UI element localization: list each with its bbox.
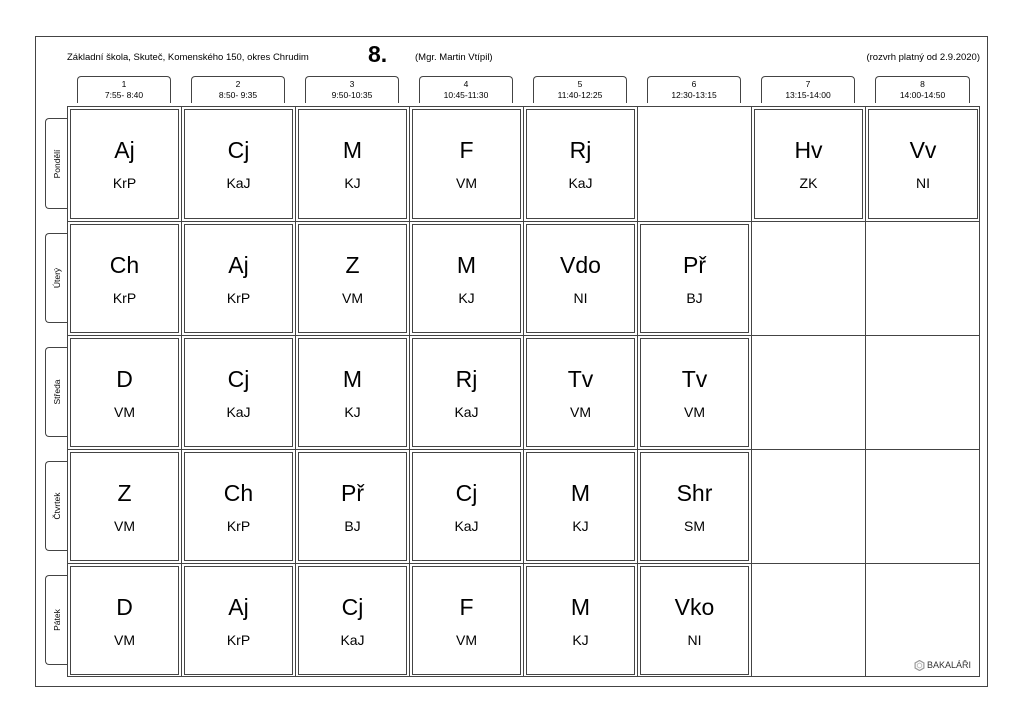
lesson-teacher: VM (114, 404, 135, 420)
lesson-teacher: VM (342, 290, 363, 306)
lesson-cell (70, 109, 179, 219)
lesson-subject: Rj (455, 366, 478, 392)
lesson-cell (640, 224, 749, 333)
lesson-cell (298, 566, 407, 675)
lesson-cell (640, 452, 749, 561)
grid-column-divider (181, 106, 182, 677)
lesson-subject: Aj (114, 137, 135, 163)
lesson-teacher: KrP (112, 175, 137, 191)
lesson-teacher: KJ (344, 404, 361, 420)
lesson-subject: Ch (223, 480, 254, 506)
grid-column-divider (637, 106, 638, 677)
day-tab (45, 575, 68, 665)
lesson-teacher: KJ (458, 290, 475, 306)
lesson-subject: Př (341, 480, 364, 506)
period-time: 14:00-14:50 (899, 90, 946, 100)
period-tab-5 (533, 76, 627, 103)
grid-column-divider (295, 106, 296, 677)
period-tab-2 (191, 76, 285, 103)
lesson-teacher: KaJ (226, 175, 251, 191)
grid-column-divider (523, 106, 524, 677)
day-tab (45, 118, 68, 209)
grid-row-divider (67, 221, 980, 222)
lesson-cell (412, 452, 521, 561)
lesson-cell (412, 109, 521, 219)
lesson-teacher: KaJ (226, 404, 251, 420)
lesson-teacher: VM (570, 404, 591, 420)
lesson-teacher: KJ (344, 175, 361, 191)
period-number: 4 (463, 79, 469, 89)
lesson-cell (70, 452, 179, 561)
lesson-cell (70, 224, 179, 333)
period-tab-8 (875, 76, 970, 103)
period-tab-7 (761, 76, 855, 103)
lesson-teacher: KaJ (340, 632, 365, 648)
lesson-subject: Ch (109, 252, 140, 278)
lesson-cell (184, 338, 293, 447)
grid-row-divider (67, 449, 980, 450)
lesson-cell (412, 338, 521, 447)
period-time: 9:50-10:35 (331, 90, 373, 100)
period-number: 5 (577, 79, 583, 89)
lesson-cell (526, 566, 635, 675)
grid-column-divider (409, 106, 410, 677)
lesson-teacher: KrP (226, 518, 251, 534)
lesson-cell (298, 338, 407, 447)
lesson-subject: M (456, 252, 477, 278)
day-tab (45, 347, 68, 437)
day-label: Čtvrtek (52, 492, 62, 520)
period-tab-3 (305, 76, 399, 103)
lesson-cell (70, 338, 179, 447)
lesson-teacher: BJ (686, 290, 703, 306)
lesson-subject: Hv (794, 137, 823, 163)
period-time: 8:50- 9:35 (218, 90, 258, 100)
lesson-teacher: ZK (799, 175, 818, 191)
lesson-subject: Tv (681, 366, 708, 392)
lesson-teacher: SM (684, 518, 705, 534)
lesson-subject: Aj (228, 252, 249, 278)
lesson-teacher: KrP (226, 290, 251, 306)
lesson-subject: Cj (341, 594, 364, 620)
period-number: 7 (805, 79, 811, 89)
lesson-subject: Rj (569, 137, 592, 163)
grid-column-divider (865, 106, 866, 677)
lesson-cell (754, 109, 863, 219)
lesson-cell (868, 109, 978, 219)
lesson-cell (298, 224, 407, 333)
lesson-subject: M (570, 480, 591, 506)
lesson-subject: Z (117, 480, 132, 506)
lesson-teacher: NI (916, 175, 930, 191)
lesson-subject: M (570, 594, 591, 620)
grid-column-divider (751, 106, 752, 677)
lesson-subject: Cj (227, 137, 250, 163)
lesson-teacher: VM (456, 175, 477, 191)
lesson-teacher: VM (114, 518, 135, 534)
lesson-teacher: VM (684, 404, 705, 420)
lesson-cell (298, 452, 407, 561)
bakalari-logo (914, 660, 971, 671)
lesson-subject: M (342, 137, 363, 163)
grid-row-divider (67, 335, 980, 336)
lesson-subject: Shr (676, 480, 713, 506)
lesson-teacher: NI (687, 632, 702, 648)
period-tab-1 (77, 76, 171, 103)
lesson-subject: Př (683, 252, 706, 278)
lesson-teacher: KaJ (454, 404, 479, 420)
period-number: 8 (920, 79, 925, 89)
lesson-subject: F (459, 594, 474, 620)
lesson-teacher: KaJ (454, 518, 479, 534)
lesson-teacher: VM (456, 632, 477, 648)
lesson-cell (184, 566, 293, 675)
period-time: 11:40-12:25 (557, 90, 603, 100)
lesson-teacher: KrP (226, 632, 251, 648)
lesson-subject: Tv (567, 366, 594, 392)
period-time: 13:15-14:00 (785, 90, 831, 100)
valid-from: (rozvrh platný od 2.9.2020) (866, 52, 980, 63)
lesson-subject: Vko (674, 594, 715, 620)
lesson-cell (70, 566, 179, 675)
lesson-teacher: KrP (112, 290, 137, 306)
lesson-teacher: KJ (572, 632, 589, 648)
lesson-cell (412, 566, 521, 675)
lesson-teacher: KaJ (568, 175, 593, 191)
lesson-subject: Vv (909, 137, 937, 163)
grid-row-divider (67, 563, 980, 564)
day-label: Pátek (52, 609, 62, 631)
lesson-subject: Aj (228, 594, 249, 620)
day-label: Úterý (52, 267, 62, 289)
lesson-cell (526, 452, 635, 561)
lesson-cell (526, 338, 635, 447)
lesson-teacher: BJ (344, 518, 361, 534)
period-number: 3 (349, 79, 355, 89)
lesson-cell (298, 109, 407, 219)
period-time: 7:55- 8:40 (104, 90, 144, 100)
lesson-subject: Cj (455, 480, 478, 506)
lesson-cell (184, 452, 293, 561)
lesson-subject: M (342, 366, 363, 392)
period-number: 6 (691, 79, 697, 89)
lesson-cell (184, 109, 293, 219)
logo-text: BAKALÁŘI (927, 660, 972, 670)
class-teacher: (Mgr. Martin Vtípil) (415, 52, 493, 63)
period-number: 1 (121, 79, 127, 89)
day-label: Středa (52, 379, 62, 405)
class-name: 8. (368, 41, 388, 67)
lesson-cell (526, 224, 635, 333)
period-number: 2 (235, 79, 241, 89)
lesson-cell (412, 224, 521, 333)
period-time: 12:30-13:15 (671, 90, 717, 100)
lesson-subject: D (116, 594, 133, 620)
day-label: Pondělí (52, 149, 62, 178)
period-tab-6 (647, 76, 741, 103)
lesson-subject: D (116, 366, 133, 392)
lesson-subject: F (459, 137, 474, 163)
lesson-subject: Z (345, 252, 360, 278)
gear-icon (914, 660, 925, 671)
lesson-subject: Vdo (560, 252, 601, 278)
lesson-teacher: NI (573, 290, 588, 306)
lesson-teacher: KJ (572, 518, 589, 534)
day-tab (45, 461, 68, 551)
lesson-cell (640, 338, 749, 447)
period-tab-4 (419, 76, 513, 103)
lesson-subject: Cj (227, 366, 250, 392)
lesson-cell (184, 224, 293, 333)
day-tab (45, 233, 68, 323)
lesson-cell (526, 109, 635, 219)
lesson-cell (640, 566, 749, 675)
period-time: 10:45-11:30 (443, 90, 489, 100)
lesson-teacher: VM (114, 632, 135, 648)
school-name: Základní škola, Skuteč, Komenského 150, okres Chrudim (67, 52, 309, 63)
